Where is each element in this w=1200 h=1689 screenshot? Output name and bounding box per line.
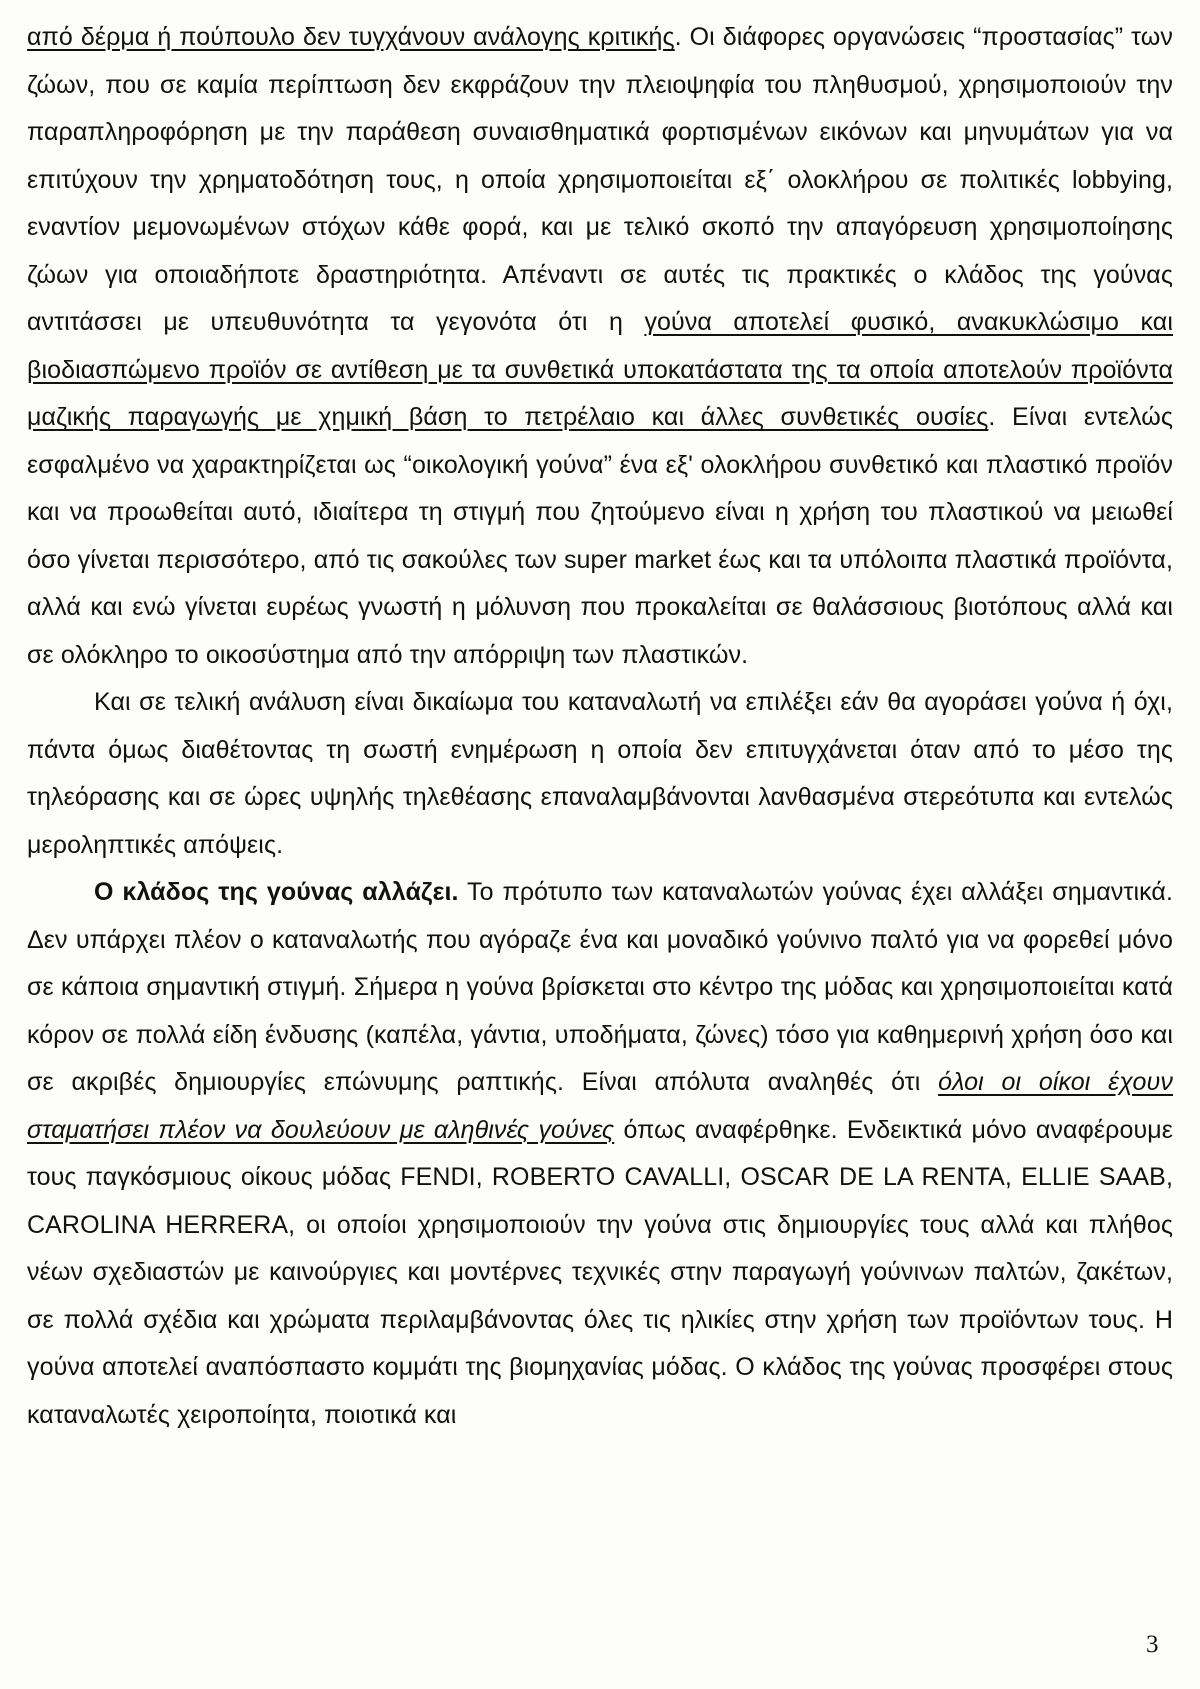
paragraph (27, 679, 1173, 869)
text-segment: . Οι διάφορες οργανώσεις “προστασίας” των ζώων, που σε καμία περίπτωση δεν εκφράζουν την πλειοψηφία του πληθυσμού, χρησιμοποιούν την παραπληροφόρηση με την παράθεση συναισθηματικά φορτισμένων εικόνων και μηνυμάτων για να επιτύχουν την χρηματοδότηση τους, η οποία χρησιμοποιείται εξ΄ ολοκλήρου σε πολιτικές lobbying, εναντίον μεμονωμένων στόχων κάθε φορά, και με τελικό σκοπό την απαγόρευση χρησιμοποίησης ζώων για οποιαδήποτε δραστηριότητα. Απέναντι σε αυτές τις πρακτικές ο κλάδος της γούνας αντιτάσσει με υπευθυνότητα τα γεγονότα ότι η (27, 23, 1173, 336)
text-segment: Και σε τελική ανάλυση είναι δικαίωμα του καταναλωτή να επιλέξει εάν θα αγοράσει γούνα ή όχι, πάντα όμως διαθέτοντας τη σωστή ενημέρωση η οποία δεν επιτυγχάνεται όταν από το μέσο της τηλεόρασης και σε ώρες υψηλής τηλεθέασης επαναλαμβάνονται λανθασμένα στερεότυπα και εντελώς μεροληπτικές απόψεις. (27, 688, 1173, 859)
text-segment: όπως αναφέρθηκε. Ενδεικτικά μόνο αναφέρουμε τους παγκόσμιους οίκους μόδας FENDI, ROBERTO CAVALLI, OSCAR DE LA RENTA, ELLIE SAAB, CAROLINA HERRERA, οι οποίοι χρησιμοποιούν την γούνα στις δημιουργίες τους αλλά και πλήθος νέων σχεδιαστών με καινούργιες και μοντέρνες τεχνικές στην παραγωγή γούνινων παλτών, ζακέτων, σε πολλά σχέδια και χρώματα περιλαμβάνοντας όλες τις ηλικίες στην χρήση των προϊόντων τους. Η γούνα αποτελεί αναπόσπαστο κομμάτι της βιομηχανίας μόδας. Ο κλάδος της γούνας προσφέρει στους καταναλωτές χειροποίητα, ποιοτικά και (27, 1115, 1173, 1429)
underlined-text: από δέρμα ή πούπουλο δεν τυγχάνουν ανάλογης κριτικής (27, 23, 675, 51)
paragraph (27, 869, 1173, 1439)
text-segment: Το πρότυπο των καταναλωτών γούνας έχει αλλάξει σημαντικά. Δεν υπάρχει πλέον ο καταναλωτής που αγόραζε ένα και μοναδικό γούνινο παλτό για να φορεθεί μόνο σε κάποια σημαντική στιγμή. Σήμερα η γούνα βρίσκεται στο κέντρο της μόδας και χρησιμοποιείται κατά κόρον σε πολλά είδη ένδυσης (καπέλα, γάντια, υποδήματα, ζώνες) τόσο για καθημερινή χρήση όσο και σε ακριβές δημιουργίες επώνυμης ραπτικής. Είναι απόλυτα αναληθές ότι (27, 878, 1173, 1096)
paragraph (27, 14, 1173, 679)
body-text (27, 14, 1173, 1439)
page-number: 3 (1146, 1631, 1159, 1658)
underlined-text: όλοι οι οίκοι έχουν σταματήσει πλέον να δουλεύουν με αληθινές γούνες (27, 1068, 1173, 1144)
underlined-text: γούνα αποτελεί φυσικό, ανακυκλώσιμο και βιοδιασπώμενο προϊόν σε αντίθεση με τα συνθετικά υποκατάστατα της τα οποία αποτελούν προϊόντα μαζικής παραγωγής με χημική βάση το πετρέλαιο και άλλες συνθετικές ουσίες (27, 308, 1173, 431)
text-segment: . Είναι εντελώς εσφαλμένο να χαρακτηρίζεται ως “οικολογική γούνα” ένα εξ' ολοκλήρου συνθετικό και πλαστικό προϊόν και να προωθείται αυτό, ιδιαίτερα τη στιγμή που ζητούμενο είναι η χρήση του πλαστικού να μειωθεί όσο γίνεται περισσότερο, από τις σακούλες των super market έως και τα υπόλοιπα πλαστικά προϊόντα, αλλά και ενώ γίνεται ευρέως γνωστή η μόλυνση που προκαλείται σε θαλάσσιους βιοτόπους αλλά και σε ολόκληρο το οικοσύστημα από την απόρριψη των πλαστικών. (27, 403, 1173, 669)
bold-heading-text: Ο κλάδος της γούνας αλλάζει. (94, 878, 459, 906)
